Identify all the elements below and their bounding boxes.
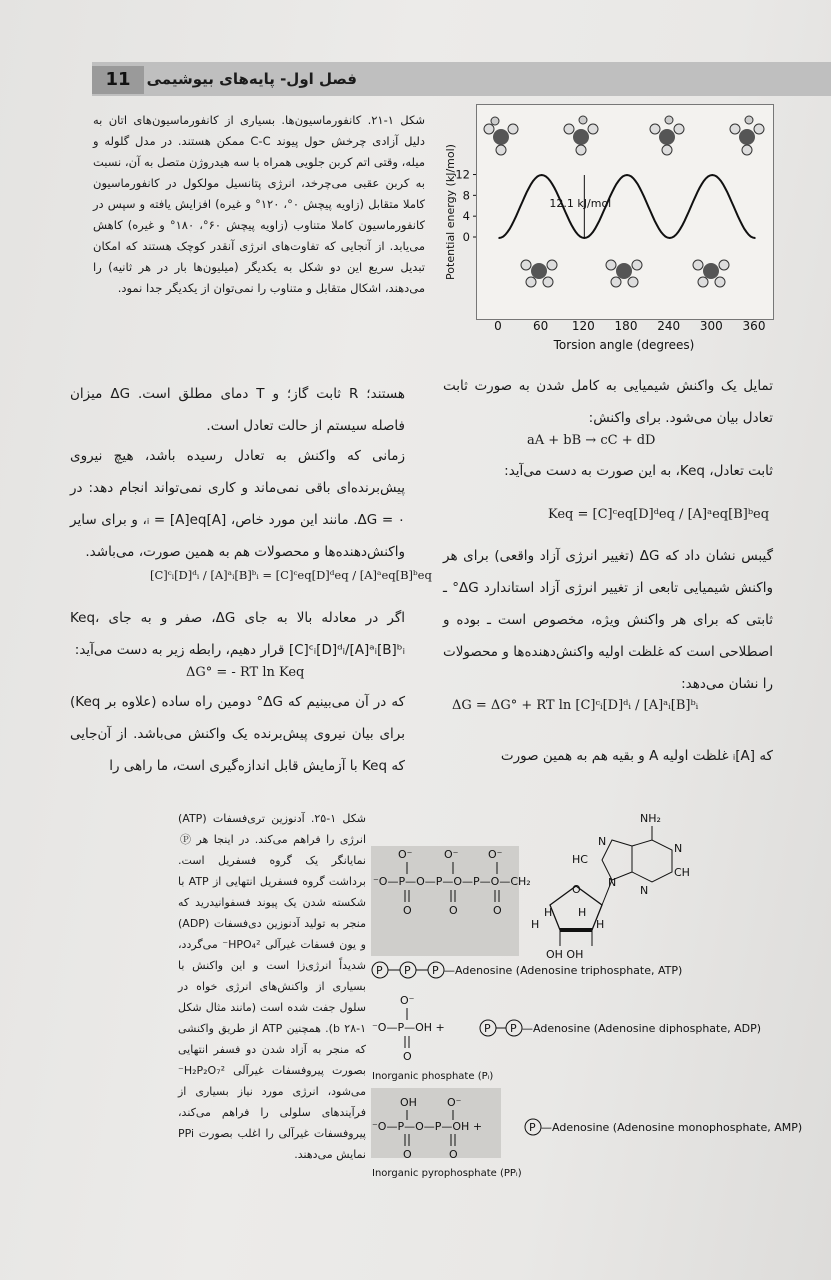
svg-text:⁻O—P—O—P—O—P—O—CH₂: ⁻O—P—O—P—O—P—O—CH₂ — [373, 875, 531, 888]
paragraph-keq-def: ثابت تعادل، Keq، به این صورت به دست می‌آید: — [504, 463, 773, 479]
paragraph-gibbs: گیبس نشان داد که ΔG (تغییر انرژی آزاد واقعی) برای هر واکنش شیمیایی تابعی از تغییر انرژی آزاد استاندارد ΔG° ـ ثابتی که برای هر واکنش ویژه، مخصوص است ـ بوده و اصطلاحی است که غلظت اولیه واکنش‌دهنده‌ها و محصولات را نشان می‌دهد: — [443, 548, 773, 692]
svg-text:NH₂: NH₂ — [640, 812, 661, 825]
figure-caption-atp: شکل ۱-۲۵. آدنوزین تری‌فسفات (ATP) انرژی را فراهم می‌کند. در اینجا هر Ⓟ نمایانگر یک گروه فسفریل است. برداشت گروه فسفریل انتهایی از ATP با شکسته شدن یک پیوند فسفوانیدرید که منجر به تولید آدنوزین دی‌فسفات (ADP) و یون فسفات غیرآلی HPO₄²⁻ می‌گردد، شدیداً انرژی‌زا است و این واکنش با بسیاری از واکنش‌های انرژی خواه در سلول جفت شده است (مانند مثال شکل ۱-۲۸ b). همچنین ATP از طریق واکنشی که منجر به آزاد شدن دو فسفر انتهایی بصورت پیروفسفات غیرآلی H₂P₂O₇²⁻ می‌شود، انرژی مورد نیاز بسیاری از فرآیندهای سلولی را فراهم می‌کند، پیروفسفات غیرآلی را اغلب بصورت PPi نمایش می‌دهند. — [178, 812, 367, 1161]
page-number: 11 — [92, 66, 144, 94]
x-tick-label: 300 — [699, 319, 723, 333]
x-axis-label: Torsion angle (degrees) — [553, 338, 695, 352]
svg-text:⁻O—P—OH +: ⁻O—P—OH + — [372, 1021, 445, 1034]
annotation-label: 12.1 kJ/mol — [549, 196, 612, 210]
svg-text:P: P — [529, 1121, 536, 1134]
svg-text:OH: OH — [400, 1096, 417, 1109]
svg-text:O⁻: O⁻ — [398, 848, 413, 861]
svg-text:H: H — [596, 918, 605, 931]
paragraph-initial-conc: که [A]ᵢ غلظت اولیه A و بقیه هم به همین صورت — [500, 748, 773, 764]
equilibrium-ratio-equation: [C]ᶜᵢ[D]ᵈᵢ / [A]ᵃᵢ[B]ᵇᵢ = [C]ᶜeq[D]ᵈeq / [A]ᵃeq[B]ᵇeq — [150, 568, 432, 582]
paragraph-substitution: اگر در معادله بالا به جای ΔG، صفر و به جای Keq، [C]ᶜᵢ[D]ᵈᵢ/[A]ᵃᵢ[B]ᵇᵢ قرار دهیم، رابطه زیر به دست می‌آید: — [70, 610, 405, 658]
x-tick-label: 120 — [571, 319, 595, 333]
svg-text:P: P — [404, 964, 411, 977]
paragraph-gas-constant: هستند؛ R ثابت گاز؛ و T دمای مطلق است. ΔG میزان فاصله سیستم از حالت تعادل است. — [70, 386, 405, 434]
dg-equation: ΔG = ΔG° + RT ln [C]ᶜᵢ[D]ᵈᵢ / [A]ᵃᵢ[B]ᵇᵢ — [452, 698, 699, 713]
x-tick-label: 60 — [533, 319, 549, 333]
standard-free-energy-equation: ΔG° = - RT ln Keq — [186, 665, 305, 680]
y-tick-label: 0 — [462, 230, 470, 244]
x-tick-label: 0 — [494, 319, 502, 333]
x-tick-label: 240 — [657, 319, 681, 333]
svg-text:O: O — [449, 1148, 458, 1161]
atp-label: —Adenosine (Adenosine triphosphate, ATP) — [444, 964, 683, 977]
paragraph-equilibrium-reached: زمانی که واکنش به تعادل رسیده باشد، هیچ نیروی پیش‌برنده‌ای باقی نمی‌ماند و کاری نمی‌تواند انجام دهد: در ΔG = ۰. مانند این مورد خاص، [A]ᵢ = [A]eq، و برای سایر واکنش‌دهنده‌ها و محصولات هم به همین صورت، می‌باشد. — [70, 448, 406, 560]
svg-text:O: O — [403, 904, 412, 917]
svg-text:O⁻: O⁻ — [488, 848, 503, 861]
svg-text:P: P — [432, 964, 439, 977]
chapter-title: فصل اول- پایه‌های بیوشیمی — [146, 70, 357, 88]
svg-text:O⁻: O⁻ — [400, 994, 415, 1007]
svg-text:P: P — [376, 964, 383, 977]
svg-text:O: O — [572, 883, 581, 896]
amp-label: —Adenosine (Adenosine monophosphate, AMP) — [541, 1121, 803, 1134]
svg-text:O: O — [403, 1148, 412, 1161]
svg-text:N: N — [640, 884, 649, 897]
svg-text:OH OH: OH OH — [546, 948, 584, 961]
svg-text:H: H — [531, 918, 540, 931]
y-axis-label: Potential energy (kJ/mol) — [444, 144, 457, 280]
svg-text:H: H — [578, 906, 587, 919]
svg-text:⁻O—P—O—P—OH +: ⁻O—P—O—P—OH + — [372, 1120, 483, 1133]
paragraph-driving-force: که در آن می‌بینیم که ΔG° دومین راه ساده (علاوه بر Keq) برای بیان نیروی پیش‌برنده یک واکنش می‌باشد. از آن‌جایی که Keq با آزمایش قابل اندازه‌گیری است، ما راهی را — [70, 694, 405, 774]
x-tick-label: 360 — [742, 319, 766, 333]
paragraph-equilibrium-intro: تمایل یک واکنش شیمیایی به کامل شدن به صورت ثابت تعادل بیان می‌شود. برای واکنش: — [443, 378, 773, 426]
svg-text:O: O — [449, 904, 458, 917]
y-tick-label: 8 — [462, 188, 470, 203]
svg-text:N: N — [674, 842, 683, 855]
svg-text:P: P — [484, 1022, 491, 1035]
svg-text:N: N — [608, 876, 617, 889]
figure-caption-conformations: شکل ۱-۲۱. کانفورماسیون‌ها. بسیاری از کانفورماسیون‌های اتان به دلیل آزادی چرخش حول پیوند C-C ممکن هستند. در مدل گلوله و میله، وقتی اتم کربن جلویی همراه با سه هیدروژن متصل به آن، نسبت به کربن عقبی می‌چرخد، انرژی پتانسیل مولکول در کانفورماسیون کاملا متقابل (زاویه پیچش ۰°، ۱۲۰° و غیره) افزایش یافته و سپس در کانفورماسیون کاملا متناوب (زاویه پیچش ۶۰°، ۱۸۰° و غیره) کاهش می‌یابد. از آنجایی که تفاوت‌های انرژی آنقدر کوچک هستند که امکان تبدیل سریع این دو شکل به یکدیگر (میلیون‌ها بار در هر ثانیه) را می‌دهند، اشکال متقابل و متناوب را نمی‌توان از یکدیگر جدا نمود. — [93, 113, 425, 295]
svg-text:CH: CH — [674, 866, 690, 879]
svg-text:O: O — [493, 904, 502, 917]
svg-text:HC: HC — [572, 853, 588, 866]
ppi-label: Inorganic pyrophosphate (PPᵢ) — [372, 1168, 522, 1179]
svg-text:H: H — [544, 906, 553, 919]
svg-text:O⁻: O⁻ — [444, 848, 459, 861]
y-tick-label: 12 — [455, 167, 470, 182]
pi-label: Inorganic phosphate (Pᵢ) — [372, 1071, 494, 1082]
svg-text:N: N — [598, 835, 607, 848]
keq-equation: Keq = [C]ᶜeq[D]ᵈeq / [A]ᵃeq[B]ᵇeq — [548, 507, 770, 522]
adp-label: —Adenosine (Adenosine diphosphate, ADP) — [522, 1022, 762, 1035]
reaction-equation: aA + bB → cC + dD — [527, 433, 656, 448]
svg-text:O⁻: O⁻ — [447, 1096, 462, 1109]
svg-text:P: P — [510, 1022, 517, 1035]
x-tick-label: 180 — [614, 319, 638, 333]
y-tick-label: 4 — [462, 209, 470, 224]
svg-text:O: O — [403, 1050, 412, 1063]
